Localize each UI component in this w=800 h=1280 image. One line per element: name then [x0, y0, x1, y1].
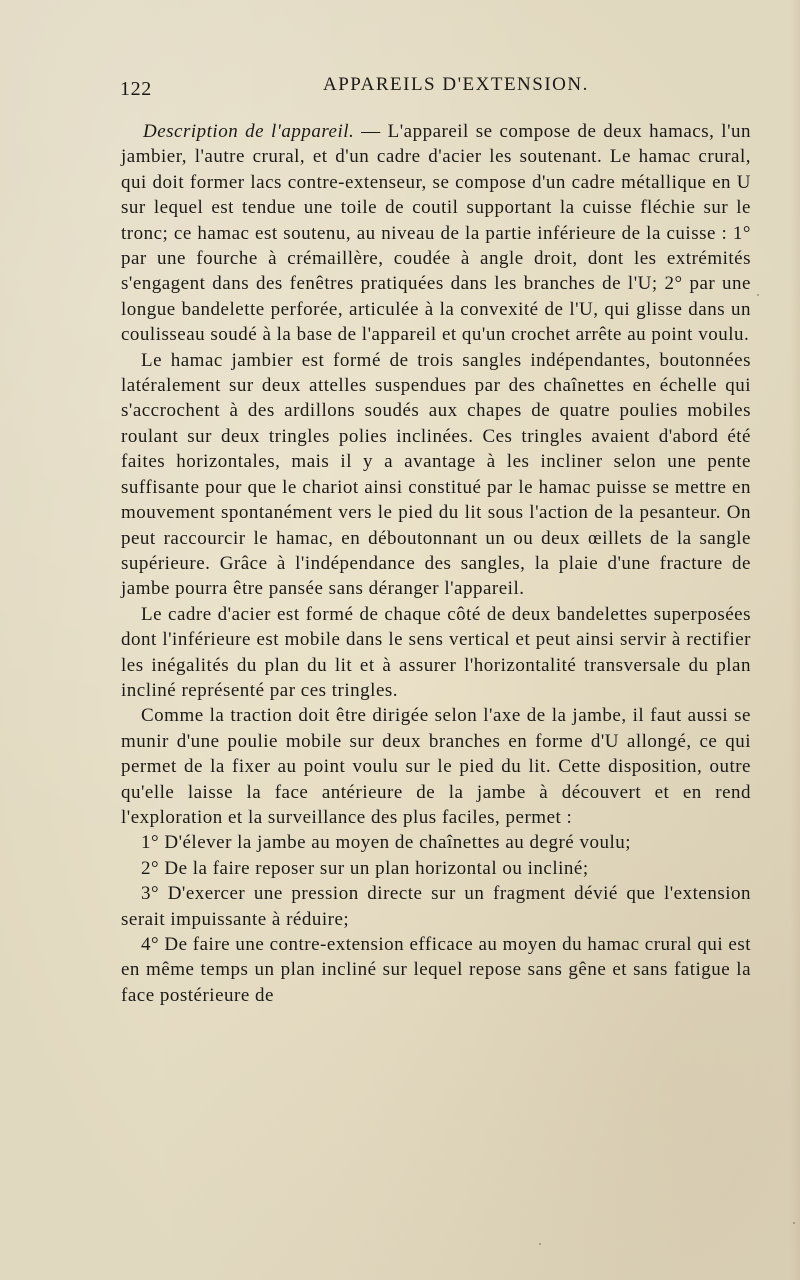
list-item-4: 4° De faire une contre-extension efficace au moyen du hamac crural qui est en même temps un plan incliné sur lequel repose sans gêne et sans fatigue la face postérieure de	[121, 934, 751, 1006]
page-header	[120, 74, 760, 104]
scan-speck	[793, 1222, 795, 1224]
paragraph-hamac-jambier: Le hamac jambier est formé de trois sangles indépendantes, boutonnées latéralement sur deux attelles suspendues par des chaînettes en échelle qui s'accrochent à des ardillons soudés aux chapes de quatre poulies mobiles roulant sur deux tringles polies inclinées. Ces tringles avaient d'abord été faites horizontales, mais il y a avantage à les incliner selon une pente suffisante pour que le chariot ainsi constitué par le hamac puisse se mettre en mouvement spontanément vers le pied du lit sous l'action de la pesanteur. On peut raccourcir le hamac, en déboutonnant un ou deux œillets de la sangle supérieure. Grâce à l'indépendance des sangles, la plaie d'une fracture de jambe pourra être pansée sans déranger l'appareil.	[121, 349, 751, 600]
list-item-1: 1° D'élever la jambe au moyen de chaînettes au degré voulu;	[141, 832, 632, 854]
page-body	[121, 119, 751, 1008]
list-item-3: 3° D'exercer une pression directe sur un fragment dévié que l'extension serait impuissante à réduire;	[121, 883, 751, 930]
scan-edge-shadow	[790, 0, 800, 1280]
paragraph-lead-italic: Description de l'appareil.	[143, 121, 355, 142]
paragraph-description	[121, 119, 751, 348]
paragraph-text: — L'appareil se compose de deux hamacs, l'un jambier, l'autre crural, et d'un cadre d'acier les soutenant. Le hamac crural, qui doit former lacs contre-extenseur, se compose d'un cadre métallique en U sur lequel est tendue une toile de coutil supportant la cuisse fléchie sur le tronc; ce hamac est soutenu, au niveau de la partie inférieure de la cuisse : 1° par une fourche à crémaillère, coudée à angle droit, dont les extrémités s'engagent dans des fenêtres pratiquées dans les branches de l'U; 2° par une longue bandelette perforée, articulée à la convexité de l'U, qui glisse dans un coulisseau soudé à la base de l'appareil et qu'un crochet arrête au point voulu.	[121, 121, 751, 346]
list-item-2: 2° De la faire reposer sur un plan horizontal ou incliné;	[141, 857, 589, 879]
scan-speck	[757, 294, 759, 296]
running-title: APPAREILS D'EXTENSION.	[323, 74, 589, 95]
paragraph-traction: Comme la traction doit être dirigée selon l'axe de la jambe, il faut aussi se munir d'une poulie mobile sur deux branches en forme d'U allongé, ce qui permet de la fixer au point voulu sur le pied du lit. Cette disposition, outre qu'elle laisse la face antérieure de la jambe à découvert et en rend l'exploration et la surveillance des plus faciles, permet :	[121, 705, 751, 828]
scan-speck	[539, 1243, 541, 1245]
paragraph-cadre-acier: Le cadre d'acier est formé de chaque côté de deux bandelettes superposées dont l'inférieure est mobile dans le sens vertical et peut ainsi servir à rectifier les inégalités du plan du lit et à assurer l'horizontalité transversale du plan incliné représenté par ces tringles.	[121, 603, 751, 701]
page-number: 122	[120, 77, 152, 100]
